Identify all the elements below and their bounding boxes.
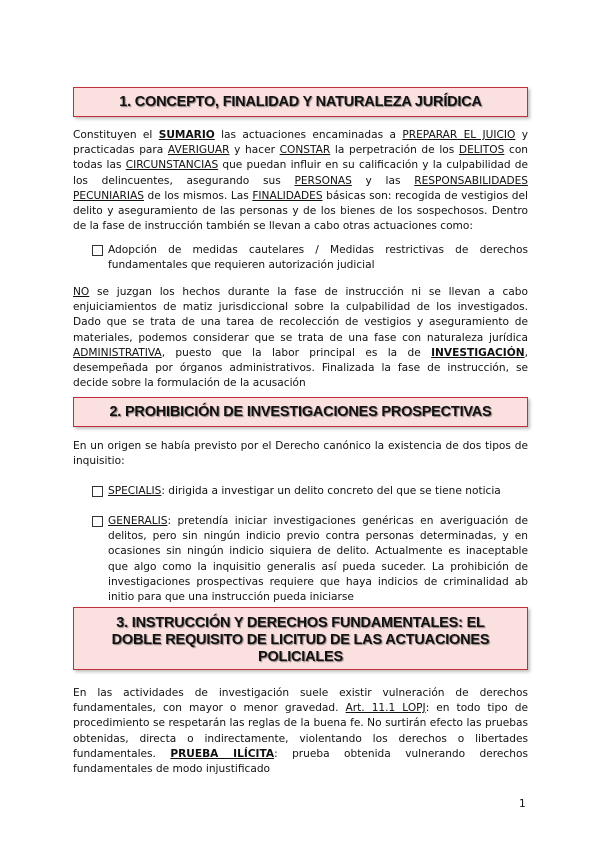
paragraph-prueba-ilicita: En las actividades de investigación suele existir vulneración de derechos fundamentales, con mayor o menor gravedad. Art. 11.1 LOPJ: en todo tipo de procedimiento se respetarán las reglas de la buena fe. No surtirán efecto las pruebas obtenidas, directa o indirectamente, violentando los derechos o libertades fundamentales. PRUEBA ILÍCITA: prueba obtenida vulnerando derechos fundamentales de modo injustificado — [73, 687, 528, 776]
section-2-heading: 2. PROHIBICIÓN DE INVESTIGACIONES PROSPECTIVAS — [73, 397, 528, 427]
list-item-generalis: GENERALIS: pretendía iniciar investigaciones genéricas en averiguación de delitos, pero sin ningún indicio previo contra personas determinadas, y en ocasiones sin ningún indicio siquiera de delito. Actualmente es inaceptable que algo como la inquisitio generalis así pueda suceder. La prohibición de investigaciones prospectivas requiere que haya indicios de criminalidad ab initio para que una instrucción pueda iniciarse — [92, 514, 528, 605]
list-item-specialis: SPECIALIS: dirigida a investigar un delito concreto del que se tiene noticia — [92, 484, 528, 499]
paragraph-sumario: Constituyen el SUMARIO las actuaciones encaminadas a PREPARAR EL JUICIO y practicadas para AVERIGUAR y hacer CONSTAR la perpetración de los DELITOS con todas las CIRCUNSTANCIAS que puedan influir en su calificación y la culpabilidad de los delincuentes, asegurando sus PERSONAS y las RESPONSABILIDADES PECUNIARIAS de los mismos. Las FINALIDADES básicas son: recogida de vestigios del delito y aseguramiento de las personas y de los bienes de los sospechosos. Dentro de la fase de instrucción también se llevan a cabo otras actuaciones como: — [73, 129, 529, 233]
page-number: 1 — [519, 798, 526, 810]
section-1-heading: 1. CONCEPTO, FINALIDAD Y NATURALEZA JURÍDICA — [73, 87, 528, 117]
section-3-heading: 3. INSTRUCCIÓN Y DERECHOS FUNDAMENTALES: EL DOBLE REQUISITO DE LICITUD DE LAS ACTUACIONES POLICIALES — [73, 607, 528, 670]
keyword-sumario: SUMARIO — [158, 129, 215, 141]
keyword-prueba-ilicita: PRUEBA ILÍCITA — [170, 747, 275, 760]
keyword-investigacion: INVESTIGACIÓN — [431, 346, 525, 359]
checkbox-icon — [92, 516, 103, 527]
paragraph-inquisitio: En un origen se había previsto por el Derecho canónico la existencia de dos tipos de inquisitio: — [73, 440, 528, 468]
paragraph-naturaleza: NO se juzgan los hechos durante la fase de instrucción ni se llevan a cabo enjuiciamientos de matiz jurisdiccional sobre la culpabilidad de los investigados. Dado que se trata de una tarea de recolección de vestigios y aseguramiento de materiales, podemos considerar que se trata de una fase con naturaleza jurídica ADMINISTRATIVA, puesto que la labor principal es la de INVESTIGACIÓN, desempeñada por órganos administrativos. Finalizada la fase de instrucción, se decide sobre la formulación de la acusación — [73, 286, 528, 390]
checkbox-icon — [92, 245, 103, 256]
checkbox-icon — [92, 486, 103, 497]
list-item-medidas-cautelares: Adopción de medidas cautelares / Medidas restrictivas de derechos fundamentales que requieren autorización judicial — [92, 243, 528, 273]
